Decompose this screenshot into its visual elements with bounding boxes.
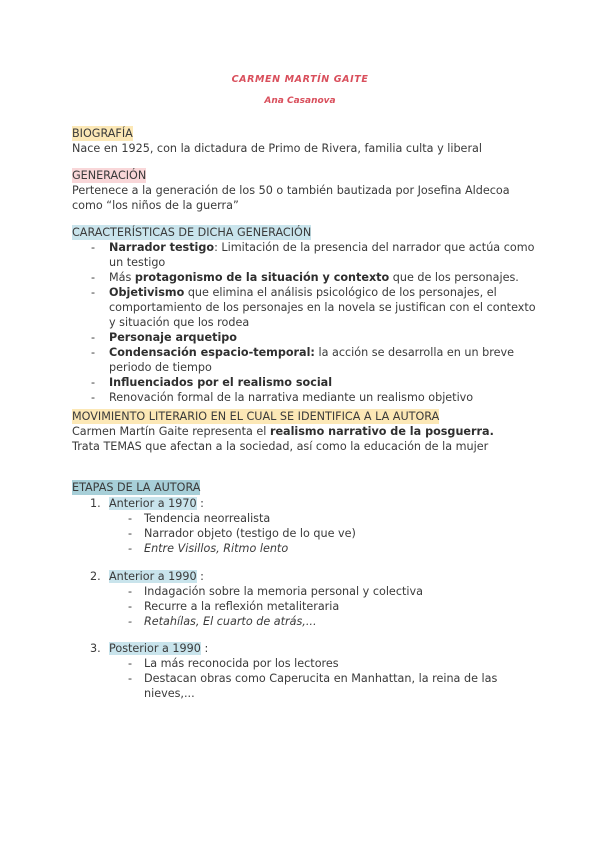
etapa-2 — [72, 569, 542, 629]
section-generacion — [72, 168, 542, 213]
list-item-works: - Retahílas, El cuarto de atrás,... — [72, 614, 542, 629]
etapa-list — [72, 511, 542, 556]
section-text: Pertenece a la generación de los 50 o también bautizada por Josefina Aldecoa como “los niños de la guerra” — [72, 184, 510, 212]
list-item: - Condensación espacio-temporal: la acción se desarrolla en un breve periodo de tiempo — [72, 345, 542, 375]
etapa-list — [72, 584, 542, 629]
list-item: - Indagación sobre la memoria personal y colectiva — [72, 584, 542, 599]
list-item-works: - Entre Visillos, Ritmo lento — [72, 541, 542, 556]
etapa-heading: 1. Anterior a 1970 : — [90, 497, 204, 510]
etapa-heading: 2. Anterior a 1990 : — [90, 570, 204, 583]
section-heading: BIOGRAFÍA — [72, 127, 133, 140]
list-item: - Influenciados por el realismo social — [72, 375, 542, 390]
section-heading: MOVIMIENTO LITERARIO EN EL CUAL SE IDENTIFICA A LA AUTORA — [72, 410, 440, 423]
section-text: Carmen Martín Gaite representa el realismo narrativo de la posguerra. — [72, 425, 494, 438]
list-item: - Narrador objeto (testigo de lo que ve) — [72, 526, 542, 541]
document-author: Ana Casanova — [264, 96, 336, 106]
list-item: - Personaje arquetipo — [72, 330, 542, 345]
section-heading: ETAPAS DE LA AUTORA — [72, 481, 201, 494]
section-movimiento — [72, 409, 542, 454]
list-item: - Renovación formal de la narrativa mediante un realismo objetivo — [72, 390, 542, 405]
list-item: - Destacan obras como Caperucita en Manhattan, la reina de las nieves,... — [72, 671, 542, 701]
section-text: Trata TEMAS que afectan a la sociedad, así como la educación de la mujer — [72, 440, 489, 453]
section-heading: CARACTERÍSTICAS DE DICHA GENERACIÓN — [72, 226, 312, 239]
list-item: - Objetivismo que elimina el análisis psicológico de los personajes, el comportamiento de los personajes en la novela se justifican con el contexto y situación que los rodea — [72, 285, 542, 330]
list-item: - La más reconocida por los lectores — [72, 656, 542, 671]
section-biografia — [72, 126, 542, 156]
section-heading: GENERACIÓN — [72, 169, 147, 182]
list-item: - Tendencia neorrealista — [72, 511, 542, 526]
etapa-list — [72, 656, 542, 701]
etapa-1 — [72, 496, 542, 556]
section-etapas — [72, 480, 542, 495]
document-title: CARMEN MARTÍN GAITE — [231, 74, 369, 85]
section-text: Nace en 1925, con la dictadura de Primo de Rivera, familia culta y liberal — [72, 142, 483, 155]
etapa-heading: 3. Posterior a 1990 : — [90, 642, 209, 655]
etapa-3 — [72, 641, 542, 701]
characteristics-list — [72, 240, 542, 405]
list-item: - Narrador testigo: Limitación de la presencia del narrador que actúa como un testigo — [72, 240, 542, 270]
list-item: - Más protagonismo de la situación y contexto que de los personajes. — [72, 270, 542, 285]
section-caracteristicas — [72, 225, 542, 405]
list-item: - Recurre a la reflexión metaliteraria — [72, 599, 542, 614]
